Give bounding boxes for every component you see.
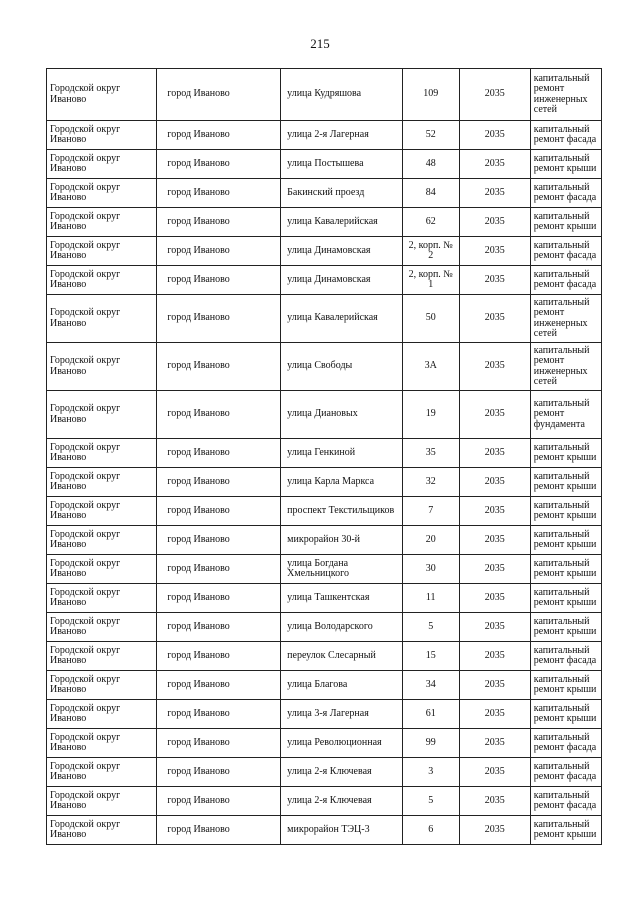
work-type-cell: капитальный ремонт крыши	[530, 584, 601, 613]
municipality-cell: Городской округ Иваново	[47, 295, 157, 343]
municipality-cell: Городской округ Иваново	[47, 584, 157, 613]
settlement-cell: город Иваново	[157, 121, 281, 150]
settlement-cell: город Иваново	[157, 468, 281, 497]
work-type-cell: капитальный ремонт крыши	[530, 439, 601, 468]
house-number-cell: 48	[402, 150, 459, 179]
work-type-cell: капитальный ремонт инженерных сетей	[530, 343, 601, 391]
settlement-cell: город Иваново	[157, 69, 281, 121]
settlement-cell: город Иваново	[157, 787, 281, 816]
municipality-cell: Городской округ Иваново	[47, 343, 157, 391]
settlement-cell: город Иваново	[157, 266, 281, 295]
street-cell: улица Свободы	[281, 343, 403, 391]
street-cell: улица Генкиной	[281, 439, 403, 468]
municipality-cell: Городской округ Иваново	[47, 439, 157, 468]
settlement-cell: город Иваново	[157, 555, 281, 584]
year-cell: 2035	[459, 208, 530, 237]
street-cell: улица Ташкентская	[281, 584, 403, 613]
settlement-cell: город Иваново	[157, 700, 281, 729]
work-type-cell: капитальный ремонт фасада	[530, 237, 601, 266]
table-row	[47, 526, 602, 555]
year-cell: 2035	[459, 642, 530, 671]
year-cell: 2035	[459, 150, 530, 179]
work-type-cell: капитальный ремонт крыши	[530, 671, 601, 700]
municipality-cell: Городской округ Иваново	[47, 671, 157, 700]
house-number-cell: 99	[402, 729, 459, 758]
work-type-cell: капитальный ремонт инженерных сетей	[530, 295, 601, 343]
table-row	[47, 729, 602, 758]
municipality-cell: Городской округ Иваново	[47, 700, 157, 729]
table-row	[47, 584, 602, 613]
table-row	[47, 343, 602, 391]
settlement-cell: город Иваново	[157, 497, 281, 526]
work-type-cell: капитальный ремонт крыши	[530, 816, 601, 845]
table-row	[47, 266, 602, 295]
work-type-cell: капитальный ремонт фасада	[530, 758, 601, 787]
year-cell: 2035	[459, 69, 530, 121]
street-cell: микрорайон 30-й	[281, 526, 403, 555]
year-cell: 2035	[459, 497, 530, 526]
repair-schedule-table	[46, 68, 602, 845]
settlement-cell: город Иваново	[157, 729, 281, 758]
year-cell: 2035	[459, 468, 530, 497]
house-number-cell: 34	[402, 671, 459, 700]
street-cell: улица Кавалерийская	[281, 208, 403, 237]
municipality-cell: Городской округ Иваново	[47, 497, 157, 526]
work-type-cell: капитальный ремонт крыши	[530, 150, 601, 179]
work-type-cell: капитальный ремонт инженерных сетей	[530, 69, 601, 121]
street-cell: микрорайон ТЭЦ-3	[281, 816, 403, 845]
table-row	[47, 150, 602, 179]
year-cell: 2035	[459, 700, 530, 729]
work-type-cell: капитальный ремонт крыши	[530, 468, 601, 497]
house-number-cell: 52	[402, 121, 459, 150]
municipality-cell: Городской округ Иваново	[47, 121, 157, 150]
municipality-cell: Городской округ Иваново	[47, 729, 157, 758]
house-number-cell: 35	[402, 439, 459, 468]
street-cell: проспект Текстильщиков	[281, 497, 403, 526]
table-row	[47, 439, 602, 468]
settlement-cell: город Иваново	[157, 150, 281, 179]
table-row	[47, 816, 602, 845]
house-number-cell: 109	[402, 69, 459, 121]
house-number-cell: 11	[402, 584, 459, 613]
house-number-cell: 3А	[402, 343, 459, 391]
street-cell: Бакинский проезд	[281, 179, 403, 208]
street-cell: улица Кавалерийская	[281, 295, 403, 343]
municipality-cell: Городской округ Иваново	[47, 208, 157, 237]
settlement-cell: город Иваново	[157, 179, 281, 208]
municipality-cell: Городской округ Иваново	[47, 468, 157, 497]
street-cell: улица Володарского	[281, 613, 403, 642]
municipality-cell: Городской округ Иваново	[47, 642, 157, 671]
municipality-cell: Городской округ Иваново	[47, 150, 157, 179]
table-row	[47, 208, 602, 237]
municipality-cell: Городской округ Иваново	[47, 555, 157, 584]
year-cell: 2035	[459, 613, 530, 642]
house-number-cell: 2, корп. № 2	[402, 237, 459, 266]
settlement-cell: город Иваново	[157, 237, 281, 266]
house-number-cell: 62	[402, 208, 459, 237]
municipality-cell: Городской округ Иваново	[47, 613, 157, 642]
work-type-cell: капитальный ремонт крыши	[530, 555, 601, 584]
settlement-cell: город Иваново	[157, 295, 281, 343]
work-type-cell: капитальный ремонт фасада	[530, 179, 601, 208]
year-cell: 2035	[459, 343, 530, 391]
year-cell: 2035	[459, 266, 530, 295]
table-row	[47, 671, 602, 700]
street-cell: улица Богдана Хмельницкого	[281, 555, 403, 584]
year-cell: 2035	[459, 555, 530, 584]
house-number-cell: 84	[402, 179, 459, 208]
table-row	[47, 758, 602, 787]
year-cell: 2035	[459, 237, 530, 266]
year-cell: 2035	[459, 787, 530, 816]
house-number-cell: 30	[402, 555, 459, 584]
page-number: 215	[310, 36, 330, 51]
municipality-cell: Городской округ Иваново	[47, 391, 157, 439]
year-cell: 2035	[459, 671, 530, 700]
table-row	[47, 642, 602, 671]
year-cell: 2035	[459, 526, 530, 555]
settlement-cell: город Иваново	[157, 671, 281, 700]
house-number-cell: 15	[402, 642, 459, 671]
house-number-cell: 2, корп. № 1	[402, 266, 459, 295]
settlement-cell: город Иваново	[157, 526, 281, 555]
street-cell: улица Постышева	[281, 150, 403, 179]
house-number-cell: 5	[402, 787, 459, 816]
house-number-cell: 32	[402, 468, 459, 497]
street-cell: улица Революционная	[281, 729, 403, 758]
table-body	[47, 69, 602, 845]
street-cell: улица Благова	[281, 671, 403, 700]
municipality-cell: Городской округ Иваново	[47, 787, 157, 816]
table-row	[47, 497, 602, 526]
year-cell: 2035	[459, 295, 530, 343]
municipality-cell: Городской округ Иваново	[47, 526, 157, 555]
work-type-cell: капитальный ремонт крыши	[530, 497, 601, 526]
table-row	[47, 295, 602, 343]
house-number-cell: 7	[402, 497, 459, 526]
year-cell: 2035	[459, 179, 530, 208]
settlement-cell: город Иваново	[157, 758, 281, 787]
settlement-cell: город Иваново	[157, 439, 281, 468]
table-row	[47, 69, 602, 121]
table-row	[47, 179, 602, 208]
street-cell: переулок Слесарный	[281, 642, 403, 671]
year-cell: 2035	[459, 391, 530, 439]
street-cell: улица Динамовская	[281, 237, 403, 266]
settlement-cell: город Иваново	[157, 208, 281, 237]
work-type-cell: капитальный ремонт фасада	[530, 266, 601, 295]
house-number-cell: 3	[402, 758, 459, 787]
year-cell: 2035	[459, 729, 530, 758]
municipality-cell: Городской округ Иваново	[47, 758, 157, 787]
work-type-cell: капитальный ремонт крыши	[530, 526, 601, 555]
work-type-cell: капитальный ремонт фасада	[530, 642, 601, 671]
table-row	[47, 391, 602, 439]
settlement-cell: город Иваново	[157, 391, 281, 439]
house-number-cell: 50	[402, 295, 459, 343]
work-type-cell: капитальный ремонт крыши	[530, 613, 601, 642]
street-cell: улица Диановых	[281, 391, 403, 439]
table-row	[47, 555, 602, 584]
year-cell: 2035	[459, 121, 530, 150]
table-row	[47, 787, 602, 816]
street-cell: улица 2-я Лагерная	[281, 121, 403, 150]
settlement-cell: город Иваново	[157, 816, 281, 845]
year-cell: 2035	[459, 758, 530, 787]
house-number-cell: 5	[402, 613, 459, 642]
work-type-cell: капитальный ремонт фасада	[530, 121, 601, 150]
table-row	[47, 237, 602, 266]
house-number-cell: 19	[402, 391, 459, 439]
municipality-cell: Городской округ Иваново	[47, 69, 157, 121]
year-cell: 2035	[459, 816, 530, 845]
street-cell: улица 2-я Ключевая	[281, 787, 403, 816]
settlement-cell: город Иваново	[157, 613, 281, 642]
house-number-cell: 61	[402, 700, 459, 729]
house-number-cell: 6	[402, 816, 459, 845]
street-cell: улица 3-я Лагерная	[281, 700, 403, 729]
table-row	[47, 613, 602, 642]
settlement-cell: город Иваново	[157, 584, 281, 613]
year-cell: 2035	[459, 439, 530, 468]
work-type-cell: капитальный ремонт фасада	[530, 729, 601, 758]
work-type-cell: капитальный ремонт фундамента	[530, 391, 601, 439]
table-row	[47, 468, 602, 497]
street-cell: улица 2-я Ключевая	[281, 758, 403, 787]
settlement-cell: город Иваново	[157, 343, 281, 391]
house-number-cell: 20	[402, 526, 459, 555]
work-type-cell: капитальный ремонт крыши	[530, 208, 601, 237]
street-cell: улица Карла Маркса	[281, 468, 403, 497]
work-type-cell: капитальный ремонт крыши	[530, 700, 601, 729]
municipality-cell: Городской округ Иваново	[47, 237, 157, 266]
street-cell: улица Кудряшова	[281, 69, 403, 121]
municipality-cell: Городской округ Иваново	[47, 816, 157, 845]
table-row	[47, 121, 602, 150]
municipality-cell: Городской округ Иваново	[47, 266, 157, 295]
table-row	[47, 700, 602, 729]
work-type-cell: капитальный ремонт фасада	[530, 787, 601, 816]
municipality-cell: Городской округ Иваново	[47, 179, 157, 208]
street-cell: улица Динамовская	[281, 266, 403, 295]
settlement-cell: город Иваново	[157, 642, 281, 671]
year-cell: 2035	[459, 584, 530, 613]
